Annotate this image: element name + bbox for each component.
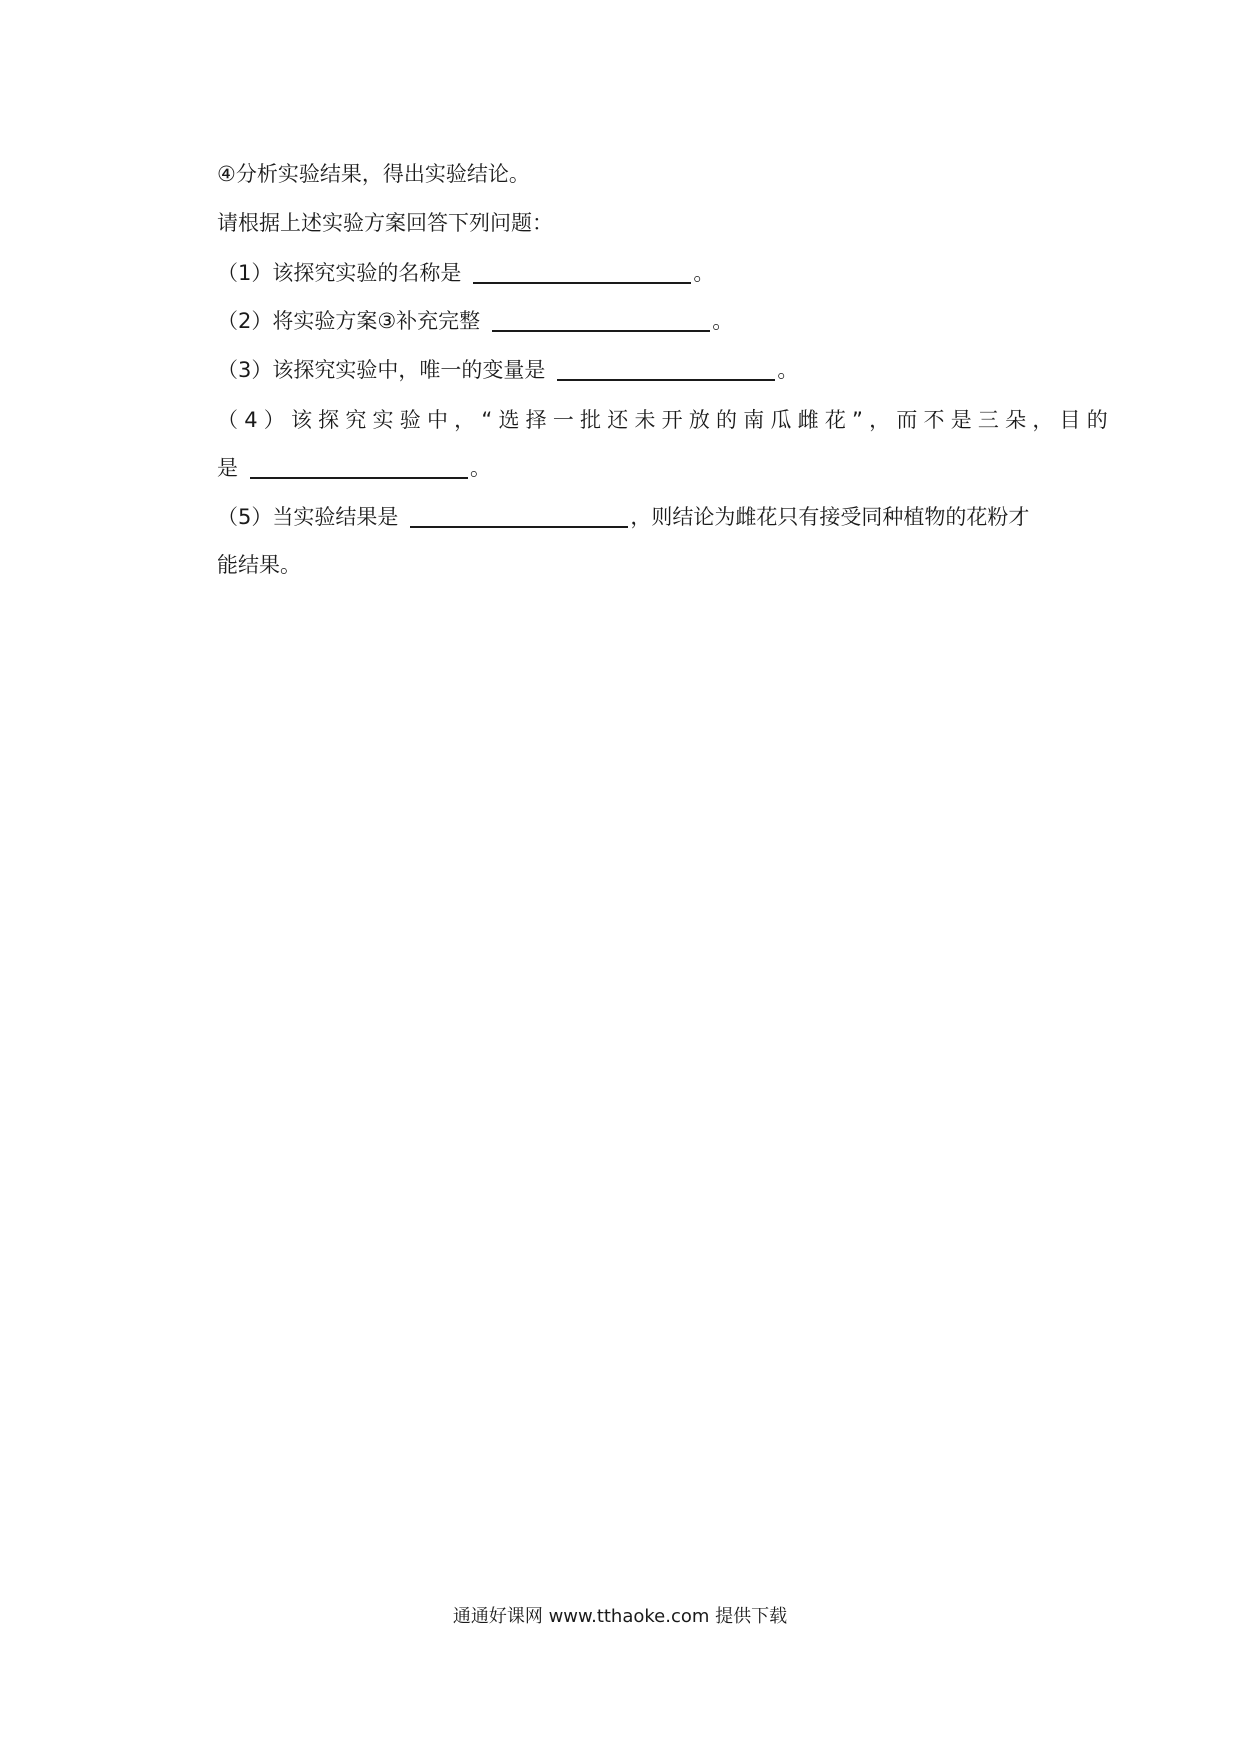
question-3-suffix: 。 bbox=[777, 358, 799, 382]
question-1-suffix: 。 bbox=[693, 261, 715, 285]
question-2-suffix: 。 bbox=[712, 309, 734, 333]
question-4 bbox=[217, 405, 1114, 435]
question-2 bbox=[217, 306, 1057, 336]
question-3 bbox=[217, 355, 1057, 385]
question-4-label-continued: 是 bbox=[217, 456, 238, 480]
question-5-suffix: ，则结论为雌花只有接受同种植物的花粉才 bbox=[630, 505, 1030, 529]
question-1-answer-blank[interactable] bbox=[473, 260, 691, 284]
question-4-suffix: 。 bbox=[470, 456, 491, 480]
prompt-label: 请根据上述实验方案回答下列问题： bbox=[217, 211, 553, 235]
question-4-continuation bbox=[217, 453, 1057, 483]
question-2-label: （2）将实验方案③补充完整 bbox=[217, 309, 481, 333]
question-2-answer-blank[interactable] bbox=[492, 308, 710, 332]
question-5-answer-blank[interactable] bbox=[410, 504, 628, 528]
question-4-label: （4）该探究实验中，“选择一批还未开放的南瓜雌花”，而不是三朵，目的 bbox=[217, 408, 1114, 432]
question-5-label: （5）当实验结果是 bbox=[217, 505, 399, 529]
page-footer bbox=[0, 1604, 1240, 1630]
question-3-answer-blank[interactable] bbox=[557, 357, 775, 381]
step-4-label: ④分析实验结果，得出实验结论。 bbox=[217, 162, 530, 186]
question-1 bbox=[217, 258, 1057, 288]
question-5-label-continued: 能结果。 bbox=[217, 553, 301, 577]
question-4-answer-blank[interactable] bbox=[250, 455, 468, 479]
question-3-label: （3）该探究实验中，唯一的变量是 bbox=[217, 358, 546, 382]
question-5 bbox=[217, 502, 1057, 532]
question-5-continuation bbox=[217, 550, 1057, 580]
question-prompt bbox=[217, 208, 1057, 238]
footer-text: 通通好课网 www.tthaoke.com 提供下载 bbox=[452, 1606, 788, 1627]
question-1-label: （1）该探究实验的名称是 bbox=[217, 261, 462, 285]
step-4-text bbox=[217, 159, 1057, 189]
